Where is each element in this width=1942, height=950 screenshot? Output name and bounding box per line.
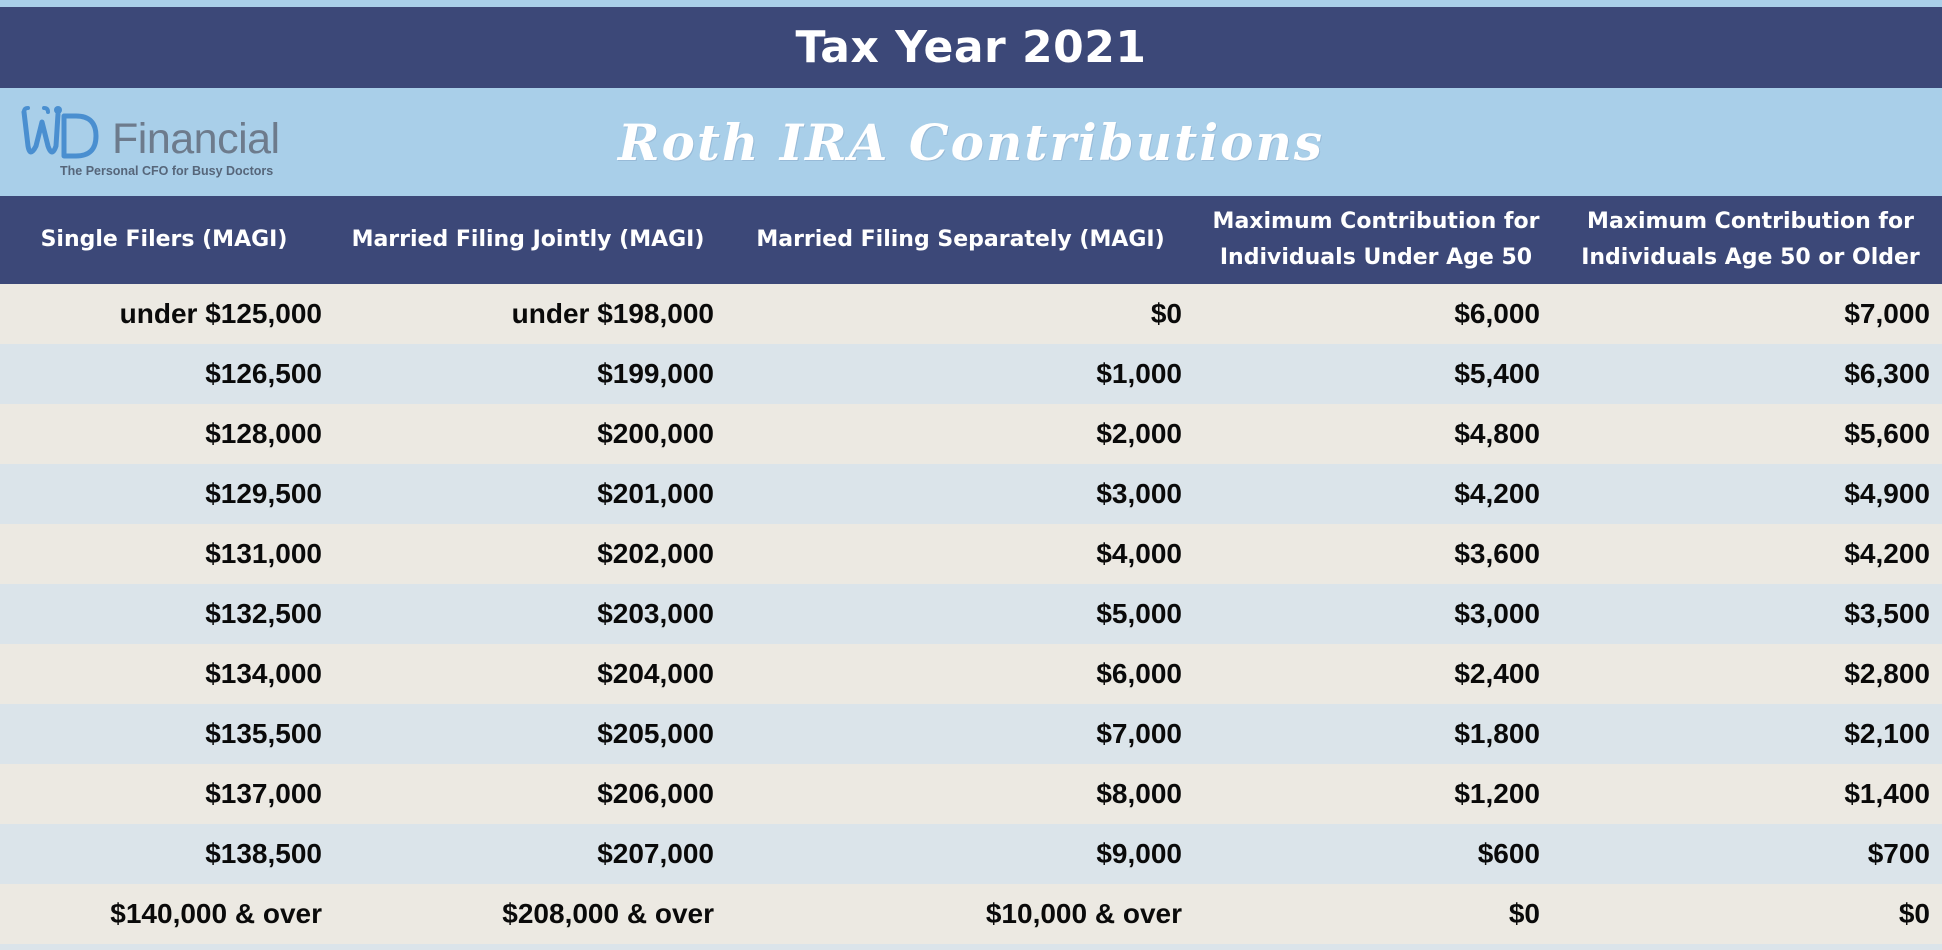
column-header-line: Maximum Contribution for [1212,209,1540,234]
cell-married-jointly: $203,000 [328,584,728,644]
column-header-line: Married Filing Separately (MAGI) [756,227,1165,252]
top-strip [0,0,1942,7]
table-row [0,404,1942,464]
cell-married-jointly: $202,000 [328,524,728,584]
cell-max-under-50: $6,000 [1193,284,1559,344]
table-row [0,464,1942,524]
cell-single-filers: $134,000 [0,644,328,704]
cell-max-under-50: $4,800 [1193,404,1559,464]
cell-married-jointly: $206,000 [328,764,728,824]
column-header-single-filers [0,196,328,284]
cell-max-50-older: $5,600 [1559,404,1942,464]
cell-max-under-50: $5,400 [1193,344,1559,404]
cell-single-filers: $132,500 [0,584,328,644]
cell-max-under-50: $3,000 [1193,584,1559,644]
cell-max-under-50: $4,200 [1193,464,1559,524]
cell-married-separately: $5,000 [728,584,1193,644]
cell-max-50-older: $4,900 [1559,464,1942,524]
cell-single-filers: $140,000 & over [0,884,328,944]
cell-married-jointly: $201,000 [328,464,728,524]
column-header-line: Single Filers (MAGI) [40,227,288,252]
logo-tagline: The Personal CFO for Busy Doctors [60,164,274,178]
table-row [0,644,1942,704]
cell-married-separately: $9,000 [728,824,1193,884]
column-header-married-jointly [328,196,728,284]
cell-married-separately: $10,000 & over [728,884,1193,944]
cell-max-under-50: $3,600 [1193,524,1559,584]
table-row [0,524,1942,584]
cell-max-50-older: $2,100 [1559,704,1942,764]
cell-single-filers: under $125,000 [0,284,328,344]
cell-single-filers: $129,500 [0,464,328,524]
cell-max-50-older: $6,300 [1559,344,1942,404]
table-row [0,704,1942,764]
cell-married-separately: $2,000 [728,404,1193,464]
table-row [0,764,1942,824]
table-body [0,284,1942,944]
column-header-max-50-older [1559,196,1942,284]
bottom-strip [0,944,1942,950]
table-header-row [0,196,1942,284]
cell-married-separately: $0 [728,284,1193,344]
cell-single-filers: $138,500 [0,824,328,884]
table-row [0,284,1942,344]
column-header-max-under-50 [1193,196,1559,284]
subtitle-bar [0,88,1942,196]
table-row [0,584,1942,644]
table-row [0,884,1942,944]
cell-single-filers: $126,500 [0,344,328,404]
cell-single-filers: $137,000 [0,764,328,824]
cell-max-under-50: $1,800 [1193,704,1559,764]
table-row [0,824,1942,884]
cell-married-separately: $7,000 [728,704,1193,764]
cell-max-50-older: $3,500 [1559,584,1942,644]
cell-married-jointly: $205,000 [328,704,728,764]
cell-married-separately: $8,000 [728,764,1193,824]
cell-married-jointly: under $198,000 [328,284,728,344]
cell-max-under-50: $0 [1193,884,1559,944]
cell-max-50-older: $700 [1559,824,1942,884]
page-subtitle: Roth IRA Contributions [617,112,1325,172]
cell-married-jointly: $199,000 [328,344,728,404]
cell-max-under-50: $1,200 [1193,764,1559,824]
cell-married-jointly: $204,000 [328,644,728,704]
column-header-married-separately [728,196,1193,284]
cell-max-50-older: $1,400 [1559,764,1942,824]
cell-max-50-older: $7,000 [1559,284,1942,344]
cell-max-under-50: $2,400 [1193,644,1559,704]
cell-single-filers: $128,000 [0,404,328,464]
cell-single-filers: $135,500 [0,704,328,764]
cell-married-separately: $3,000 [728,464,1193,524]
column-header-line: Maximum Contribution for [1587,209,1914,234]
cell-single-filers: $131,000 [0,524,328,584]
cell-max-under-50: $600 [1193,824,1559,884]
table-row [0,344,1942,404]
column-header-line: Individuals Age 50 or Older [1581,245,1920,270]
cell-married-separately: $4,000 [728,524,1193,584]
cell-max-50-older: $4,200 [1559,524,1942,584]
cell-married-jointly: $208,000 & over [328,884,728,944]
cell-married-separately: $6,000 [728,644,1193,704]
column-header-line: Married Filing Jointly (MAGI) [351,227,705,252]
page-title: Tax Year 2021 [795,22,1147,73]
logo-wordmark: Financial [112,115,280,163]
cell-max-50-older: $2,800 [1559,644,1942,704]
contribution-table [0,196,1942,944]
cell-married-jointly: $207,000 [328,824,728,884]
cell-max-50-older: $0 [1559,884,1942,944]
cell-married-jointly: $200,000 [328,404,728,464]
column-header-line: Individuals Under Age 50 [1219,245,1533,270]
cell-married-separately: $1,000 [728,344,1193,404]
title-bar [0,7,1942,88]
